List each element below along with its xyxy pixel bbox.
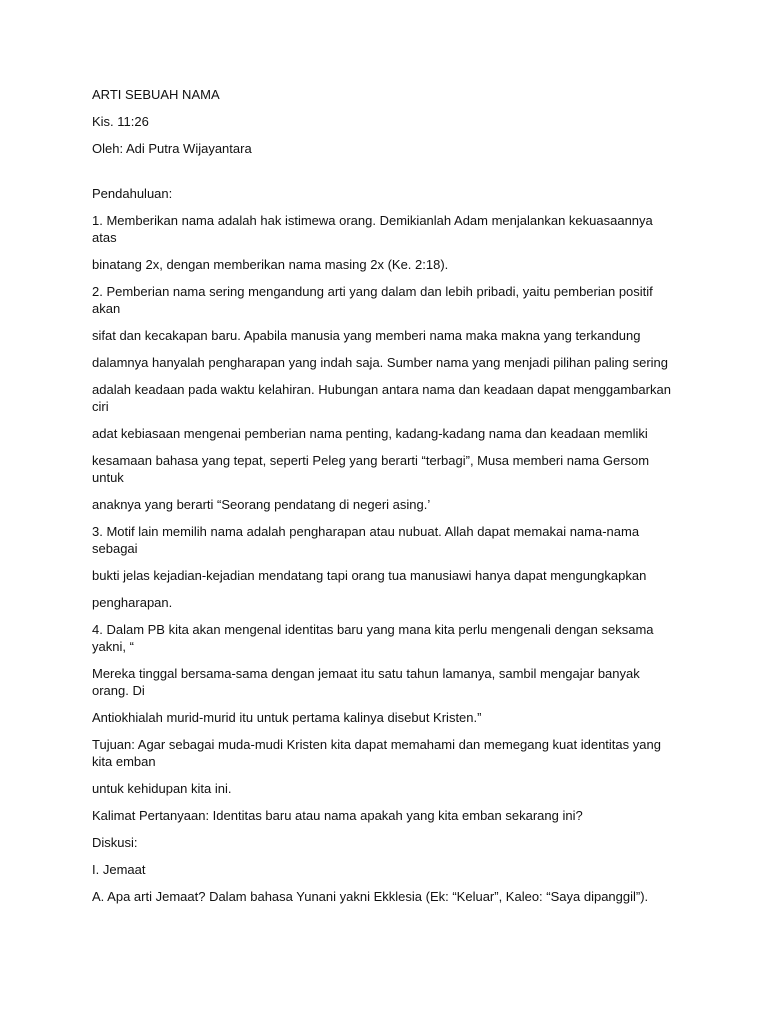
subsection-heading: I. Jemaat	[92, 862, 146, 877]
scripture-reference: Kis. 11:26	[92, 114, 149, 129]
paragraph-line: pengharapan.	[92, 595, 173, 610]
paragraph-line: Antiokhialah murid-murid itu untuk pertama kalinya disebut Kristen.”	[92, 710, 482, 725]
section-heading: Pendahuluan:	[92, 186, 173, 201]
question-line: Kalimat Pertanyaan: Identitas baru atau nama apakah yang kita emban sekarang ini?	[92, 808, 583, 823]
paragraph-line: dalamnya hanyalah pengharapan yang indah saja. Sumber nama yang menjadi pilihan paling sering	[92, 355, 669, 370]
paragraph-line: 4. Dalam PB kita akan mengenal identitas baru yang mana kita perlu mengenali dengan seksama yakni, “	[92, 622, 654, 654]
paragraph-line: binatang 2x, dengan memberikan nama masing 2x (Ke. 2:18).	[92, 257, 449, 272]
paragraph-line: A. Apa arti Jemaat? Dalam bahasa Yunani yakni Ekklesia (Ek: “Keluar”, Kaleo: “Saya dipanggil”).	[92, 889, 649, 904]
paragraph-line: Mereka tinggal bersama-sama dengan jemaat itu satu tahun lamanya, sambil mengajar banyak orang. Di	[92, 666, 640, 698]
paragraph-line: 1. Memberikan nama adalah hak istimewa orang. Demikianlah Adam menjalankan kekuasaannya atas	[92, 213, 653, 245]
objective-line: untuk kehidupan kita ini.	[92, 781, 232, 796]
document-title: ARTI SEBUAH NAMA	[92, 87, 220, 102]
paragraph-line: 2. Pemberian nama sering mengandung arti yang dalam dan lebih pribadi, yaitu pemberian positif akan	[92, 284, 653, 316]
paragraph-line: bukti jelas kejadian-kejadian mendatang tapi orang tua manusiawi hanya dapat mengungkapkan	[92, 568, 647, 583]
paragraph-line: sifat dan kecakapan baru. Apabila manusia yang memberi nama maka makna yang terkandung	[92, 328, 641, 343]
paragraph-line: anaknya yang berarti “Seorang pendatang di negeri asing.’	[92, 497, 431, 512]
paragraph-line: adalah keadaan pada waktu kelahiran. Hubungan antara nama dan keadaan dapat menggambarkan ciri	[92, 382, 671, 414]
paragraph-line: adat kebiasaan mengenai pemberian nama penting, kadang-kadang nama dan keadaan memliki	[92, 426, 648, 441]
document-body	[92, 86, 672, 905]
objective-line: Tujuan: Agar sebagai muda-mudi Kristen kita dapat memahami dan memegang kuat identitas yang kita emban	[92, 737, 661, 769]
paragraph-line: kesamaan bahasa yang tepat, seperti Peleg yang berarti “terbagi”, Musa memberi nama Gersom untuk	[92, 453, 650, 485]
author-line: Oleh: Adi Putra Wijayantara	[92, 141, 252, 156]
discussion-heading: Diskusi:	[92, 835, 138, 850]
paragraph-line: 3. Motif lain memilih nama adalah pengharapan atau nubuat. Allah dapat memakai nama-nama sebagai	[92, 524, 640, 556]
